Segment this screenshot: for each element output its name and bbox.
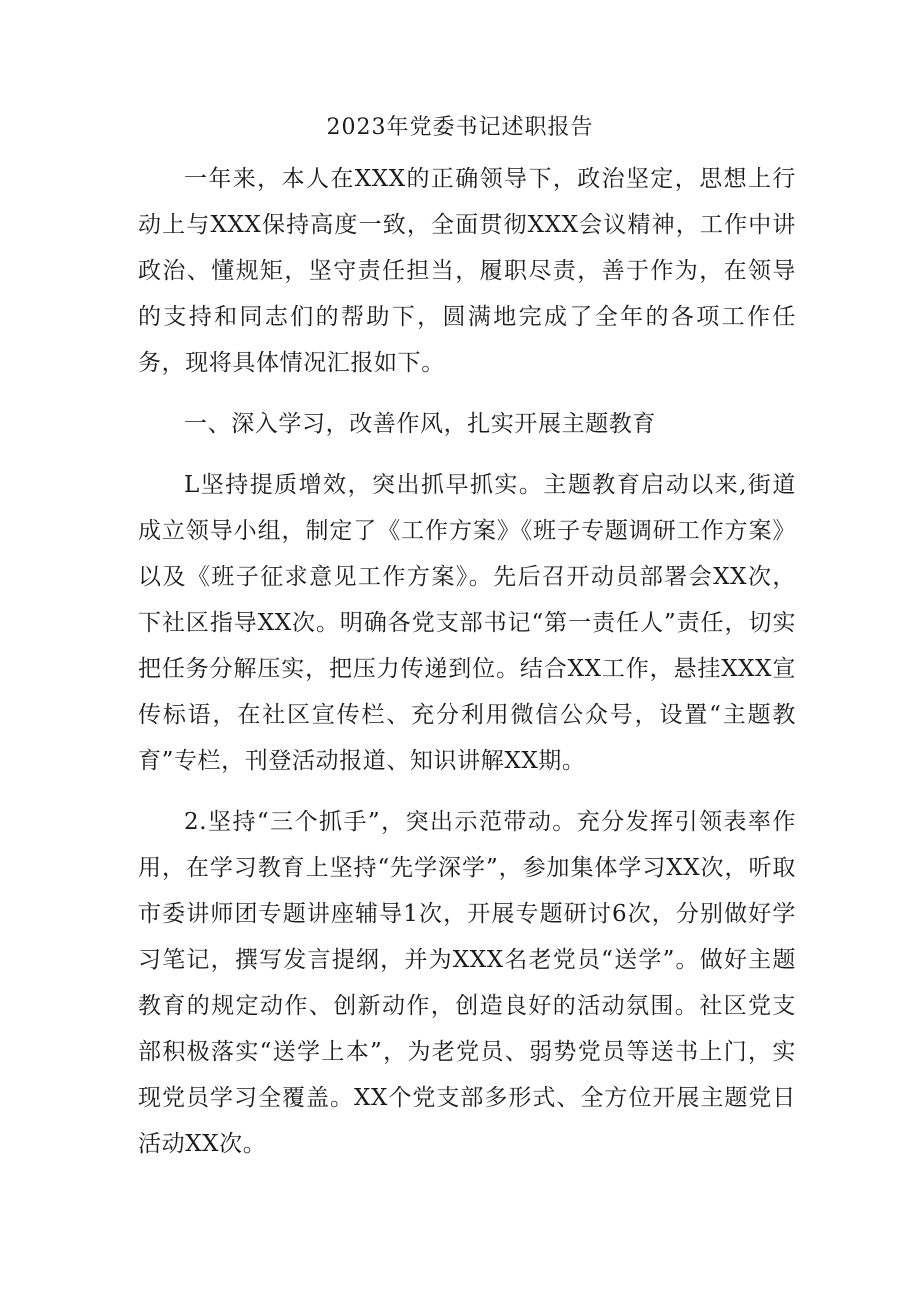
paragraph-item-1: L坚持提质增效，突出抓早抓实。主题教育启动以来,街道成立领导小组，制定了《工作方案》《班子专题调研工作方案》以及《班子征求意见工作方案》。先后召开动员部署会XX次，下社区指导XX次。明确各党支部书记“第一责任人”责任，切实把任务分解压实，把压力传递到位。结合XX工作，悬挂XXX宣传标语，在社区宣传栏、充分利用微信公众号，设置“主题教育”专栏，刊登活动报道、知识讲解XX期。 <box>138 472 796 774</box>
document-body <box>138 156 796 1182</box>
document-title: 2023年党委书记述职报告 <box>326 115 594 140</box>
paragraph-intro: 一年来，本人在XXX的正确领导下，政治坚定，思想上行动上与XXX保持高度一致，全面贯彻XXX会议精神，工作中讲政治、懂规矩，坚守责任担当，履职尽责，善于作为，在领导的支持和同志们的帮助下，圆满地完成了全年的各项工作任务，现将具体情况汇报如下。 <box>138 166 796 376</box>
section-heading-1: 一、深入学习，改善作风，扎实开展主题教育 <box>184 411 656 437</box>
paragraph-item-2: 2.坚持“三个抓手”，突出示范带动。充分发挥引领表率作用，在学习教育上坚持“先学深学”，参加集体学习XX次，听取市委讲师团专题讲座辅导1次，开展专题研讨6次，分别做好学习笔记，撰写发言提纲，并为XXX名老党员“送学”。做好主题教育的规定动作、创新动作，创造良好的活动氛围。社区党支部积极落实“送学上本”，为老党员、弱势党员等送书上门，实现党员学习全覆盖。XX个党支部多形式、全方位开展主题党日活动XX次。 <box>138 809 796 1157</box>
